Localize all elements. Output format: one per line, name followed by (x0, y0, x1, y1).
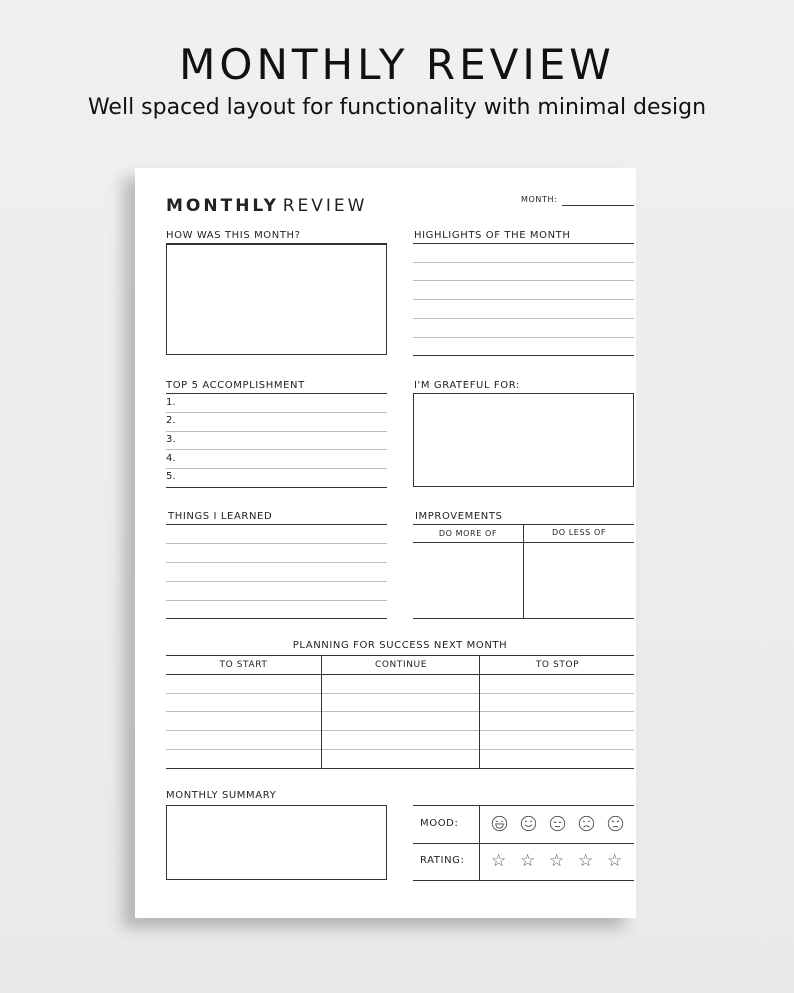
highlights-rule-bottom (413, 355, 634, 356)
learned-label: THINGS I LEARNED (168, 511, 273, 522)
continue-header: CONTINUE (374, 660, 428, 670)
rating-star[interactable]: ☆ (491, 851, 507, 870)
learned-rule-top (166, 524, 387, 525)
accomplishments-rule-top (166, 393, 387, 394)
banner-title: MONTHLY REVIEW (179, 40, 615, 89)
planning-divider (479, 655, 480, 768)
summary-box[interactable] (166, 805, 387, 880)
do-less-header: DO LESS OF (551, 528, 607, 537)
sheet-title-bold: MONTHLY (166, 196, 279, 216)
grateful-box[interactable] (413, 393, 634, 487)
improvements-label: IMPROVEMENTS (415, 511, 503, 522)
learned-line[interactable] (166, 581, 387, 582)
grinning-face-icon[interactable] (491, 815, 508, 832)
month-field[interactable] (562, 205, 634, 206)
grateful-label: I'M GRATEFUL FOR: (414, 380, 520, 391)
rating-label: RATING: (420, 855, 465, 866)
accomplishment-number: 2. (166, 415, 176, 426)
planning-line[interactable] (166, 730, 634, 731)
sheet-title-light: REVIEW (282, 196, 368, 216)
highlights-line[interactable] (413, 262, 634, 263)
summary-label: MONTHLY SUMMARY (166, 790, 277, 801)
sad-face-icon[interactable] (607, 815, 624, 832)
improvements-rule-bottom (413, 618, 634, 619)
how-was-box[interactable] (166, 244, 387, 355)
accomplishment-line[interactable] (166, 412, 387, 413)
accomplishments-label: TOP 5 ACCOMPLISHMENT (166, 380, 305, 391)
sheet-title (166, 196, 367, 216)
highlights-line[interactable] (413, 337, 634, 338)
planning-rule-top (166, 655, 634, 656)
learned-line[interactable] (166, 562, 387, 563)
rating-star[interactable]: ☆ (578, 851, 594, 870)
to-stop-header: TO STOP (535, 660, 580, 670)
neutral-face-icon[interactable] (549, 815, 566, 832)
frowning-face-icon[interactable] (578, 815, 595, 832)
improvements-divider (523, 524, 524, 618)
accomplishment-number: 3. (166, 434, 176, 445)
accomplishment-line[interactable] (166, 431, 387, 432)
month-label: MONTH: (521, 195, 558, 204)
rating-star[interactable]: ☆ (607, 851, 623, 870)
highlights-rule-top (413, 243, 634, 244)
planning-rule-bottom (166, 768, 634, 769)
rating-star[interactable]: ☆ (520, 851, 536, 870)
mood-divider (479, 805, 480, 880)
accomplishment-number: 4. (166, 453, 176, 464)
learned-rule-bottom (166, 618, 387, 619)
accomplishment-number: 1. (166, 397, 176, 408)
highlights-line[interactable] (413, 299, 634, 300)
review-sheet (135, 168, 636, 918)
to-start-header: TO START (219, 660, 268, 670)
how-was-label: HOW WAS THIS MONTH? (166, 230, 301, 241)
learned-line[interactable] (166, 600, 387, 601)
planning-line[interactable] (166, 693, 634, 694)
mood-label: MOOD: (420, 818, 459, 829)
learned-line[interactable] (166, 543, 387, 544)
planning-divider (321, 655, 322, 768)
highlights-line[interactable] (413, 318, 634, 319)
mood-rule-middle (413, 843, 634, 844)
accomplishment-line[interactable] (166, 449, 387, 450)
accomplishments-rule-bottom (166, 487, 387, 488)
planning-line[interactable] (166, 711, 634, 712)
rating-star[interactable]: ☆ (549, 851, 565, 870)
banner-subtitle: Well spaced layout for functionality with minimal design (87, 95, 707, 120)
accomplishment-number: 5. (166, 471, 176, 482)
planning-line[interactable] (166, 749, 634, 750)
accomplishment-line[interactable] (166, 468, 387, 469)
do-more-header: DO MORE OF (438, 529, 498, 538)
highlights-label: HIGHLIGHTS OF THE MONTH (414, 230, 571, 241)
planning-label: PLANNING FOR SUCCESS NEXT MONTH (292, 640, 508, 651)
planning-header-rule (166, 674, 634, 675)
mood-rule-bottom (413, 880, 634, 881)
mood-rule-top (413, 805, 634, 806)
smiling-face-icon[interactable] (520, 815, 537, 832)
highlights-line[interactable] (413, 280, 634, 281)
